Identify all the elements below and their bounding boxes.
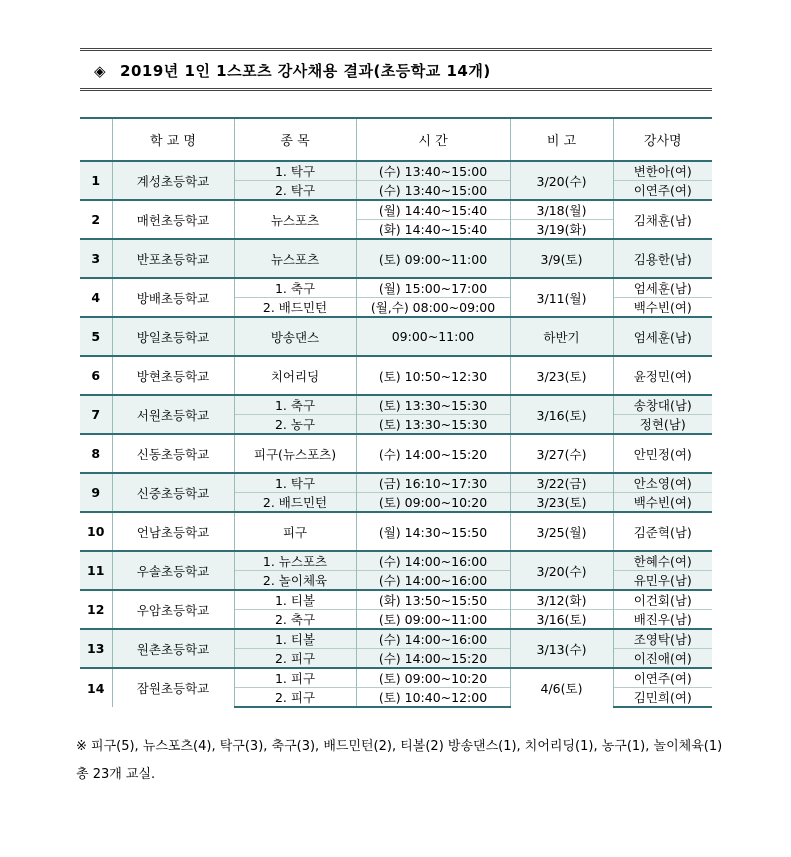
instructor-cell: 엄세훈(남)	[613, 317, 712, 356]
table-row	[80, 512, 712, 551]
time-cell: (화) 13:50~15:50	[356, 590, 510, 610]
sport-cell: 1. 티볼	[234, 629, 356, 649]
school-group	[80, 356, 712, 395]
note-cell: 3/12(화)	[510, 590, 613, 610]
school-number: 4	[80, 278, 112, 317]
table-row	[80, 395, 712, 415]
school-name: 신중초등학교	[112, 473, 234, 512]
sport-cell: 1. 탁구	[234, 161, 356, 181]
title-banner	[80, 48, 712, 91]
time-cell: (토) 10:40~12:00	[356, 688, 510, 708]
school-name: 우솔초등학교	[112, 551, 234, 590]
header-row	[80, 118, 712, 161]
sport-cell: 2. 피구	[234, 688, 356, 708]
school-group	[80, 590, 712, 629]
school-name: 방현초등학교	[112, 356, 234, 395]
time-cell: (월) 14:40~15:40	[356, 200, 510, 220]
note-cell: 3/16(토)	[510, 610, 613, 630]
school-number: 7	[80, 395, 112, 434]
table-row	[80, 434, 712, 473]
sport-cell: 피구(뉴스포츠)	[234, 434, 356, 473]
school-group	[80, 200, 712, 239]
note-cell: 3/9(토)	[510, 239, 613, 278]
note-cell: 3/20(수)	[510, 161, 613, 200]
school-number: 8	[80, 434, 112, 473]
time-cell: (수) 13:40~15:00	[356, 161, 510, 181]
school-number: 14	[80, 668, 112, 707]
note-cell: 3/27(수)	[510, 434, 613, 473]
instructor-cell: 한혜수(여)	[613, 551, 712, 571]
sport-cell: 뉴스포츠	[234, 239, 356, 278]
table-row	[80, 317, 712, 356]
school-group	[80, 434, 712, 473]
sport-cell: 2. 농구	[234, 415, 356, 435]
table-row	[80, 590, 712, 610]
note-cell: 3/13(수)	[510, 629, 613, 668]
school-group	[80, 161, 712, 200]
time-cell: (금) 16:10~17:30	[356, 473, 510, 493]
school-group	[80, 395, 712, 434]
time-cell: 09:00~11:00	[356, 317, 510, 356]
time-cell: (월) 15:00~17:00	[356, 278, 510, 298]
note-cell: 3/19(화)	[510, 220, 613, 240]
header-instructor: 강사명	[613, 118, 712, 161]
instructor-cell: 정현(남)	[613, 415, 712, 435]
note-cell: 3/18(월)	[510, 200, 613, 220]
instructor-cell: 변한아(여)	[613, 161, 712, 181]
instructor-cell: 김민희(여)	[613, 688, 712, 708]
header-no	[80, 118, 112, 161]
time-cell: (토) 09:00~11:00	[356, 239, 510, 278]
school-name: 매헌초등학교	[112, 200, 234, 239]
header-note: 비 고	[510, 118, 613, 161]
table-row	[80, 668, 712, 688]
instructor-cell: 이건회(남)	[613, 590, 712, 610]
table-row	[80, 551, 712, 571]
school-group	[80, 278, 712, 317]
table-row	[80, 473, 712, 493]
time-cell: (월,수) 08:00~09:00	[356, 298, 510, 318]
instructor-cell: 조영탁(남)	[613, 629, 712, 649]
sport-cell: 피구	[234, 512, 356, 551]
note-cell: 3/25(월)	[510, 512, 613, 551]
instructor-cell: 김준혁(남)	[613, 512, 712, 551]
school-number: 9	[80, 473, 112, 512]
school-name: 우암초등학교	[112, 590, 234, 629]
sport-cell: 2. 축구	[234, 610, 356, 630]
time-cell: (수) 14:00~15:20	[356, 649, 510, 669]
school-name: 방일초등학교	[112, 317, 234, 356]
note-cell: 3/11(월)	[510, 278, 613, 317]
school-number: 5	[80, 317, 112, 356]
sport-cell: 2. 배드민턴	[234, 493, 356, 513]
school-number: 11	[80, 551, 112, 590]
school-name: 서원초등학교	[112, 395, 234, 434]
note-cell: 3/23(토)	[510, 356, 613, 395]
sport-cell: 1. 피구	[234, 668, 356, 688]
school-name: 언남초등학교	[112, 512, 234, 551]
school-name: 원촌초등학교	[112, 629, 234, 668]
school-group	[80, 551, 712, 590]
school-number: 10	[80, 512, 112, 551]
school-name: 잠원초등학교	[112, 668, 234, 707]
instructor-cell: 김용한(남)	[613, 239, 712, 278]
sport-cell: 2. 탁구	[234, 181, 356, 201]
time-cell: (수) 13:40~15:00	[356, 181, 510, 201]
table-row	[80, 278, 712, 298]
sport-cell: 2. 놀이체육	[234, 571, 356, 591]
table-row	[80, 200, 712, 220]
instructor-cell: 이진애(여)	[613, 649, 712, 669]
time-cell: (수) 14:00~16:00	[356, 629, 510, 649]
instructor-cell: 백수빈(여)	[613, 493, 712, 513]
sport-cell: 2. 피구	[234, 649, 356, 669]
note-cell: 3/23(토)	[510, 493, 613, 513]
school-number: 2	[80, 200, 112, 239]
school-name: 신동초등학교	[112, 434, 234, 473]
sport-cell: 1. 축구	[234, 395, 356, 415]
school-group	[80, 473, 712, 512]
sport-cell: 1. 탁구	[234, 473, 356, 493]
sport-cell: 2. 배드민턴	[234, 298, 356, 318]
note-cell: 4/6(토)	[510, 668, 613, 707]
header-time: 시 간	[356, 118, 510, 161]
footnote: ※ 피구(5), 뉴스포츠(4), 탁구(3), 축구(3), 배드민턴(2), 티볼(2) 방송댄스(1), 치어리딩(1), 농구(1), 놀이체육(1) 총 23개 교실.	[76, 739, 723, 782]
school-group	[80, 629, 712, 668]
school-group	[80, 239, 712, 278]
instructor-cell: 백수빈(여)	[613, 298, 712, 318]
note-cell: 3/16(토)	[510, 395, 613, 434]
time-cell: (토) 13:30~15:30	[356, 395, 510, 415]
title-label: 2019년 1인 1스포츠 강사채용 결과(초등학교 14개)	[120, 62, 491, 80]
sport-cell: 1. 티볼	[234, 590, 356, 610]
table-row	[80, 239, 712, 278]
school-number: 3	[80, 239, 112, 278]
instructor-cell: 엄세훈(남)	[613, 278, 712, 298]
school-number: 1	[80, 161, 112, 200]
time-cell: (토) 09:00~11:00	[356, 610, 510, 630]
note-cell: 하반기	[510, 317, 613, 356]
instructor-cell: 안소영(여)	[613, 473, 712, 493]
header-sport: 종 목	[234, 118, 356, 161]
instructor-cell: 김채훈(남)	[613, 200, 712, 239]
note-cell: 3/20(수)	[510, 551, 613, 590]
sport-cell: 방송댄스	[234, 317, 356, 356]
instructor-cell: 이연주(여)	[613, 668, 712, 688]
school-group	[80, 512, 712, 551]
page-title	[94, 60, 491, 81]
note-cell: 3/22(금)	[510, 473, 613, 493]
sport-cell: 뉴스포츠	[234, 200, 356, 239]
time-cell: (토) 09:00~10:20	[356, 493, 510, 513]
school-name: 방배초등학교	[112, 278, 234, 317]
table-row	[80, 629, 712, 649]
time-cell: (수) 14:00~15:20	[356, 434, 510, 473]
schedule-table	[80, 117, 712, 708]
sport-cell: 1. 축구	[234, 278, 356, 298]
school-number: 6	[80, 356, 112, 395]
instructor-cell: 유민우(남)	[613, 571, 712, 591]
sport-cell: 1. 뉴스포츠	[234, 551, 356, 571]
table-row	[80, 161, 712, 181]
time-cell: (토) 13:30~15:30	[356, 415, 510, 435]
diamond-bullet-icon: ◈	[94, 62, 107, 80]
school-group	[80, 668, 712, 707]
time-cell: (월) 14:30~15:50	[356, 512, 510, 551]
school-name: 계성초등학교	[112, 161, 234, 200]
time-cell: (화) 14:40~15:40	[356, 220, 510, 240]
instructor-cell: 배진우(남)	[613, 610, 712, 630]
instructor-cell: 안민정(여)	[613, 434, 712, 473]
time-cell: (수) 14:00~16:00	[356, 551, 510, 571]
instructor-cell: 윤정민(여)	[613, 356, 712, 395]
sport-cell: 치어리딩	[234, 356, 356, 395]
school-number: 12	[80, 590, 112, 629]
instructor-cell: 송창대(남)	[613, 395, 712, 415]
time-cell: (토) 09:00~10:20	[356, 668, 510, 688]
school-name: 반포초등학교	[112, 239, 234, 278]
school-group	[80, 317, 712, 356]
header-school: 학 교 명	[112, 118, 234, 161]
time-cell: (토) 10:50~12:30	[356, 356, 510, 395]
school-number: 13	[80, 629, 112, 668]
instructor-cell: 이연주(여)	[613, 181, 712, 201]
time-cell: (수) 14:00~16:00	[356, 571, 510, 591]
table-row	[80, 356, 712, 395]
